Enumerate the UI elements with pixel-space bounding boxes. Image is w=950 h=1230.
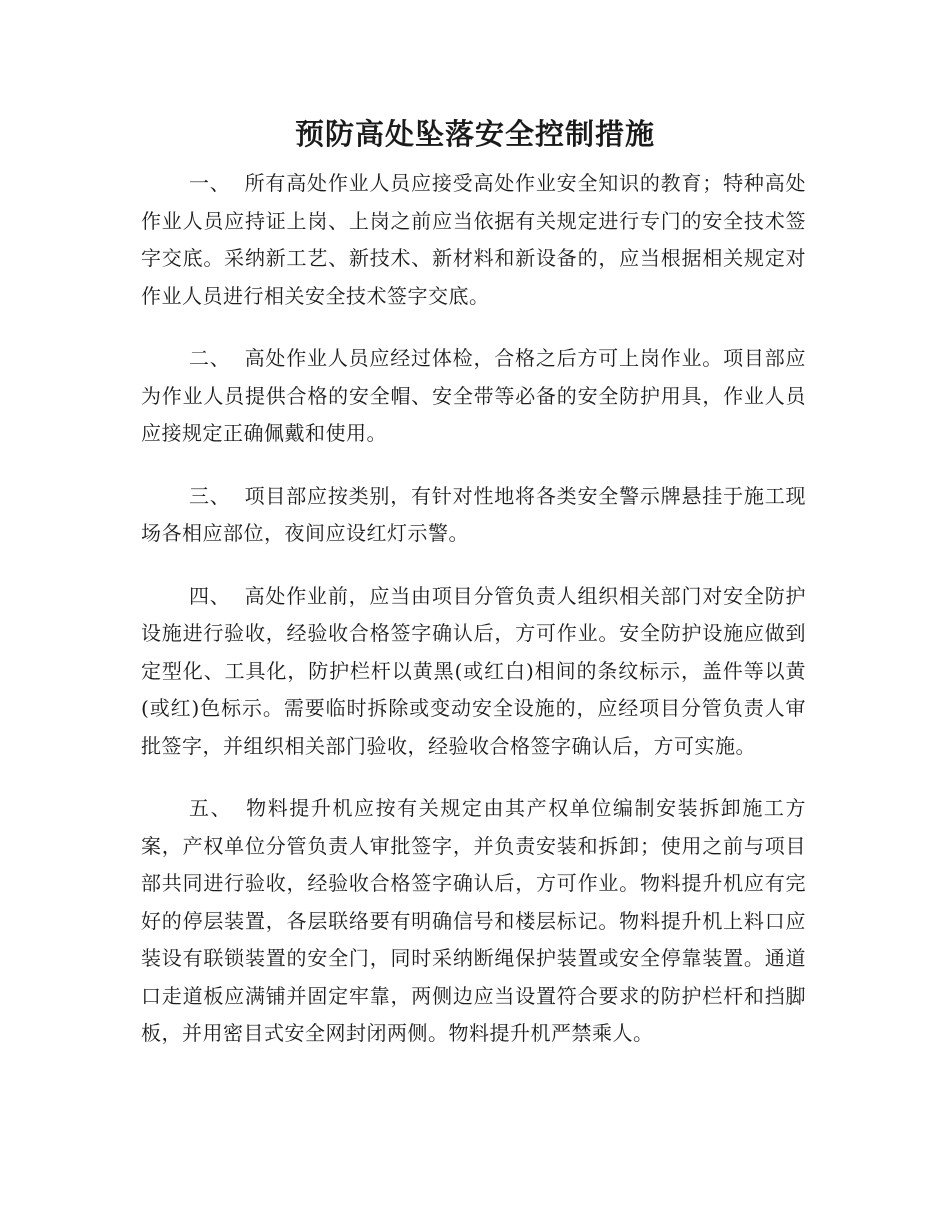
paragraph-number: 四、 xyxy=(189,583,231,608)
paragraph-5 xyxy=(141,790,806,1053)
paragraph-text: 所有高处作业人员应接受高处作业安全知识的教育；特种高处作业人员应持证上岗、上岗之前应当依据有关规定进行专门的安全技术签字交底。采纳新工艺、新技术、新材料和新设备的，应当根据相关规定对作业人员进行相关安全技术签字交底。 xyxy=(141,171,807,308)
paragraph-text: 物料提升机应按有关规定由其产权单位编制安装拆卸施工方案，产权单位分管负责人审批签字，并负责安装和拆卸；使用之前与项目部共同进行验收，经验收合格签字确认后，方可作业。物料提升机应有完好的停层装置，各层联络要有明确信号和楼层标记。物料提升机上料口应装设有联锁装置的安全门，同时采纳断绳保护装置或安全停靠装置。通道口走道板应满铺并固定牢靠，两侧边应当设置符合要求的防护栏杆和挡脚板，并用密目式安全网封闭两侧。物料提升机严禁乘人。 xyxy=(141,796,807,1045)
paragraph-text: 高处作业人员应经过体检，合格之后方可上岗作业。项目部应为作业人员提供合格的安全帽、安全带等必备的安全防护用具，作业人员应接规定正确佩戴和使用。 xyxy=(141,346,807,445)
paragraph-number: 二、 xyxy=(189,346,231,370)
paragraph-number: 五、 xyxy=(189,796,233,820)
paragraph-number: 一、 xyxy=(189,171,231,195)
document-body xyxy=(141,165,806,1078)
paragraph-2 xyxy=(141,340,806,453)
paragraph-text: 高处作业前，应当由项目分管负责人组织相关部门对安全防护设施进行验收，经验收合格签字确认后，方可作业。安全防护设施应做到定型化、工具化，防护栏杆以黄黑(或红白)相间的条纹标示，盖件等以黄 (或红)色标示。需要临时拆除或变动安全设施的，应经项目分管负责人审批签字，并组织相关部门验收，经验收合格签字确认后，方可实施。 xyxy=(141,583,807,758)
paragraph-text: 项目部应按类别，有针对性地将各类安全警示牌悬挂于施工现场各相应部位，夜间应设红灯示警。 xyxy=(141,483,807,545)
paragraph-4 xyxy=(141,578,806,766)
paragraph-3 xyxy=(141,478,806,553)
paragraph-1 xyxy=(141,165,806,315)
document-title: 预防高处坠落安全控制措施 xyxy=(294,117,655,151)
paragraph-number: 三、 xyxy=(189,483,231,508)
